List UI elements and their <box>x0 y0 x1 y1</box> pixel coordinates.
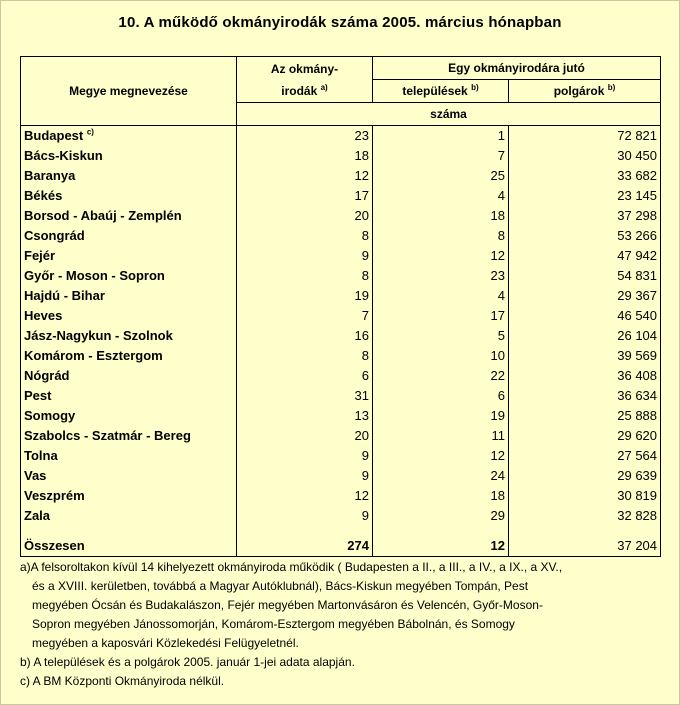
col-header-settlements-sup: b) <box>471 83 479 92</box>
settlements-value: 17 <box>373 306 509 326</box>
settlements-value: 22 <box>373 366 509 386</box>
county-name <box>21 326 237 346</box>
county-name-text: Bács-Kiskun <box>24 148 103 163</box>
county-name-text: Veszprém <box>24 488 85 503</box>
offices-value: 23 <box>237 126 373 147</box>
settlements-value: 12 <box>373 446 509 466</box>
county-name <box>21 166 237 186</box>
offices-value: 9 <box>237 506 373 526</box>
county-name-text: Borsod - Abaúj - Zemplén <box>24 208 182 223</box>
settlements-value: 24 <box>373 466 509 486</box>
county-name-text: Vas <box>24 468 47 483</box>
settlements-value: 4 <box>373 286 509 306</box>
county-name-text: Baranya <box>24 168 76 183</box>
total-settlements: 12 <box>373 536 509 557</box>
spacer-row <box>21 526 661 536</box>
county-name <box>21 286 237 306</box>
settlements-value: 8 <box>373 226 509 246</box>
settlements-value: 1 <box>373 126 509 147</box>
settlements-value: 23 <box>373 266 509 286</box>
county-name <box>21 426 237 446</box>
col-header-citizens-label: polgárok <box>553 84 605 98</box>
table-row <box>21 306 661 326</box>
citizens-value: 36 634 <box>509 386 661 406</box>
offices-value: 9 <box>237 446 373 466</box>
table-row <box>21 146 661 166</box>
county-sup: c) <box>86 127 94 137</box>
footnote-a-line: Sopron megyében Jánossomorján, Komárom-Esztergom megyében Bábolnán, és Somogy <box>32 617 515 631</box>
county-name <box>21 446 237 466</box>
page-title: 10. A működő okmányirodák száma 2005. március hónapban <box>118 14 562 31</box>
citizens-value: 33 682 <box>509 166 661 186</box>
table-row <box>21 486 661 506</box>
county-name <box>21 506 237 526</box>
citizens-value: 53 266 <box>509 226 661 246</box>
county-name <box>21 406 237 426</box>
offices-value: 12 <box>237 166 373 186</box>
county-name-text: Győr - Moson - Sopron <box>24 268 165 283</box>
settlements-value: 18 <box>373 486 509 506</box>
table-row <box>21 466 661 486</box>
total-offices: 274 <box>237 536 373 557</box>
table-row <box>21 266 661 286</box>
settlements-value: 25 <box>373 166 509 186</box>
citizens-value: 36 408 <box>509 366 661 386</box>
col-header-count <box>237 103 661 126</box>
settlements-value: 11 <box>373 426 509 446</box>
col-header-offices-line2: irodák <box>281 83 318 98</box>
table-row <box>21 246 661 266</box>
col-header-offices-line1: Az okmány- <box>270 61 339 76</box>
table-row <box>21 226 661 246</box>
settlements-value: 7 <box>373 146 509 166</box>
col-header-count-label: száma <box>430 107 467 121</box>
col-header-per-office <box>373 57 661 80</box>
total-row <box>21 536 661 557</box>
offices-value: 13 <box>237 406 373 426</box>
county-name <box>21 246 237 266</box>
county-name <box>21 206 237 226</box>
total-citizens: 37 204 <box>509 536 661 557</box>
county-name <box>21 466 237 486</box>
table-row <box>21 346 661 366</box>
footnote-b: b) A települések és a polgárok 2005. január 1-jei adata alapján. <box>20 655 355 669</box>
settlements-value: 5 <box>373 326 509 346</box>
county-name-text: Komárom - Esztergom <box>24 348 163 363</box>
offices-value: 9 <box>237 466 373 486</box>
citizens-value: 47 942 <box>509 246 661 266</box>
county-name <box>21 186 237 206</box>
settlements-value: 19 <box>373 406 509 426</box>
offices-value: 20 <box>237 426 373 446</box>
col-header-settlements-label: települések <box>402 84 468 98</box>
table-row <box>21 386 661 406</box>
county-name-text: Pest <box>24 388 52 403</box>
offices-value: 31 <box>237 386 373 406</box>
citizens-value: 39 569 <box>509 346 661 366</box>
citizens-value: 29 639 <box>509 466 661 486</box>
footnote-a-line: megyében a kaposvári Közlekedési Felügyeletnél. <box>32 636 299 650</box>
offices-value: 8 <box>237 226 373 246</box>
county-name-text: Jász-Nagykun - Szolnok <box>24 328 173 343</box>
county-name <box>21 146 237 166</box>
settlements-value: 12 <box>373 246 509 266</box>
offices-value: 16 <box>237 326 373 346</box>
footnote-a-line: megyében Ócsán és Budakalászon, Fejér megyében Martonvásáron és Velencén, Győr-Moson- <box>32 598 543 612</box>
citizens-value: 32 828 <box>509 506 661 526</box>
col-header-offices <box>237 57 373 103</box>
table-row <box>21 446 661 466</box>
data-table <box>20 56 661 557</box>
offices-value: 19 <box>237 286 373 306</box>
offices-value: 12 <box>237 486 373 506</box>
col-header-per-office-label: Egy okmányirodára jutó <box>448 61 585 75</box>
table-row <box>21 426 661 446</box>
county-name-text: Békés <box>24 188 63 203</box>
settlements-value: 4 <box>373 186 509 206</box>
citizens-value: 26 104 <box>509 326 661 346</box>
col-header-settlements <box>373 80 509 103</box>
county-name-text: Hajdú - Bihar <box>24 288 105 303</box>
county-name-text: Tolna <box>24 448 58 463</box>
table-row <box>21 326 661 346</box>
citizens-value: 29 620 <box>509 426 661 446</box>
total-label: Összesen <box>21 536 237 557</box>
citizens-value: 25 888 <box>509 406 661 426</box>
citizens-value: 54 831 <box>509 266 661 286</box>
offices-value: 6 <box>237 366 373 386</box>
citizens-value: 23 145 <box>509 186 661 206</box>
offices-value: 17 <box>237 186 373 206</box>
footnote-a-line: a)A felsoroltakon kívül 14 kihelyezett okmányiroda működik ( Budapesten a II., a III., a IV., a IX., a XV., <box>20 560 563 574</box>
county-name-text: Zala <box>24 508 51 523</box>
table-row <box>21 286 661 306</box>
county-name-text: Budapest <box>24 128 84 143</box>
footnote-c: c) A BM Központi Okmányiroda nélkül. <box>20 674 225 688</box>
offices-value: 9 <box>237 246 373 266</box>
offices-value: 20 <box>237 206 373 226</box>
settlements-value: 29 <box>373 506 509 526</box>
table-row <box>21 506 661 526</box>
county-name <box>21 306 237 326</box>
county-name-text: Nógrád <box>24 368 70 383</box>
col-header-offices-sup: a) <box>320 82 328 92</box>
col-header-citizens-sup: b) <box>607 83 616 92</box>
offices-value: 8 <box>237 266 373 286</box>
offices-value: 8 <box>237 346 373 366</box>
citizens-value: 30 819 <box>509 486 661 506</box>
col-header-county-label: Megye megnevezése <box>69 84 188 98</box>
county-name <box>21 226 237 246</box>
county-name <box>21 366 237 386</box>
citizens-value: 30 450 <box>509 146 661 166</box>
county-name <box>21 486 237 506</box>
citizens-value: 29 367 <box>509 286 661 306</box>
table-row <box>21 206 661 226</box>
footnote-a <box>20 558 660 653</box>
footnotes <box>20 558 660 691</box>
citizens-value: 72 821 <box>509 126 661 147</box>
settlements-value: 10 <box>373 346 509 366</box>
county-name-text: Szabolcs - Szatmár - Bereg <box>24 428 191 443</box>
col-header-citizens <box>509 80 661 103</box>
county-name-text: Fejér <box>24 248 56 263</box>
table-row <box>21 406 661 426</box>
county-name-text: Csongrád <box>24 228 85 243</box>
table-body <box>21 126 661 557</box>
county-name <box>21 126 237 147</box>
citizens-value: 27 564 <box>509 446 661 466</box>
col-header-county <box>21 57 237 126</box>
table-row <box>21 366 661 386</box>
county-name-text: Heves <box>24 308 63 323</box>
offices-value: 7 <box>237 306 373 326</box>
citizens-value: 46 540 <box>509 306 661 326</box>
county-name <box>21 346 237 366</box>
settlements-value: 6 <box>373 386 509 406</box>
county-name <box>21 266 237 286</box>
county-name-text: Somogy <box>24 408 76 423</box>
offices-value: 18 <box>237 146 373 166</box>
settlements-value: 18 <box>373 206 509 226</box>
table-row <box>21 186 661 206</box>
citizens-value: 37 298 <box>509 206 661 226</box>
table-row <box>21 166 661 186</box>
footnote-a-line: és a XVIII. kerületben, továbbá a Magyar Autóklubnál), Bács-Kiskun megyében Tompán, Pest <box>32 579 529 593</box>
table-row <box>21 126 661 147</box>
county-name <box>21 386 237 406</box>
